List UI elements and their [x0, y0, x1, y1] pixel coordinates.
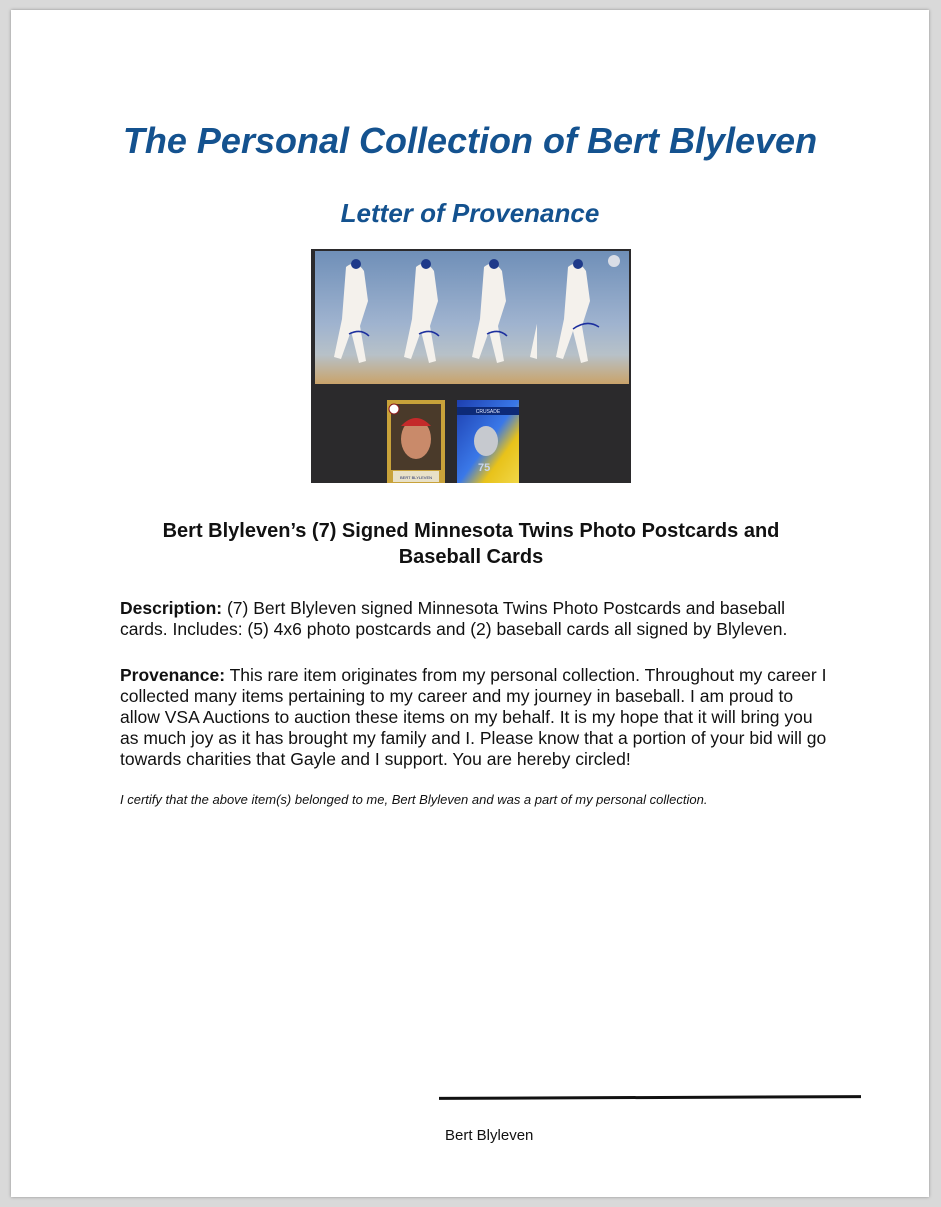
postcard-5: [537, 251, 629, 384]
item-photo: [311, 249, 631, 483]
certification-statement: I certify that the above item(s) belonged to me, Bert Blyleven and was a part of my personal collection.: [120, 792, 708, 807]
provenance-paragraph: [120, 665, 830, 770]
signature-line: [439, 1095, 861, 1100]
page-subtitle: Letter of Provenance: [340, 198, 600, 228]
item-photo-illustration: [311, 249, 631, 483]
crusade-card-label: CRUSADE: [475, 409, 501, 415]
description-text: (7) Bert Blyleven signed Minnesota Twins Photo Postcards and baseball cards. Includes: (5) 4x6 photo postcards and (2) baseball cards all signed by Blyleven.: [120, 598, 788, 639]
crusade-card: [457, 400, 519, 483]
item-heading: Bert Blyleven’s (7) Signed Minnesota Twins Photo Postcards and Baseball Cards: [162, 520, 780, 568]
description-paragraph: [120, 598, 830, 640]
topps-card-name: BERT BLYLEVEN: [399, 475, 433, 480]
provenance-label: Provenance:: [120, 665, 226, 685]
description-label: Description:: [120, 598, 223, 618]
topps-card: [387, 400, 445, 483]
page-title: The Personal Collection of Bert Blyleven: [122, 120, 818, 161]
postcards: [315, 251, 629, 384]
signature-name: Bert Blyleven: [445, 1127, 534, 1144]
provenance-text: This rare item originates from my personal collection. Throughout my career I collected many items pertaining to my career and my journey in baseball. I am proud to allow VSA Auctions to auction these items on my behalf. It is my hope that it will bring you as much joy as it has brought my family and I. Please know that a portion of your bid will go towards charities that Gayle and I support. You are hereby circled!: [120, 665, 827, 769]
letter-page: [11, 10, 929, 1197]
crusade-card-number: 75: [478, 462, 491, 474]
